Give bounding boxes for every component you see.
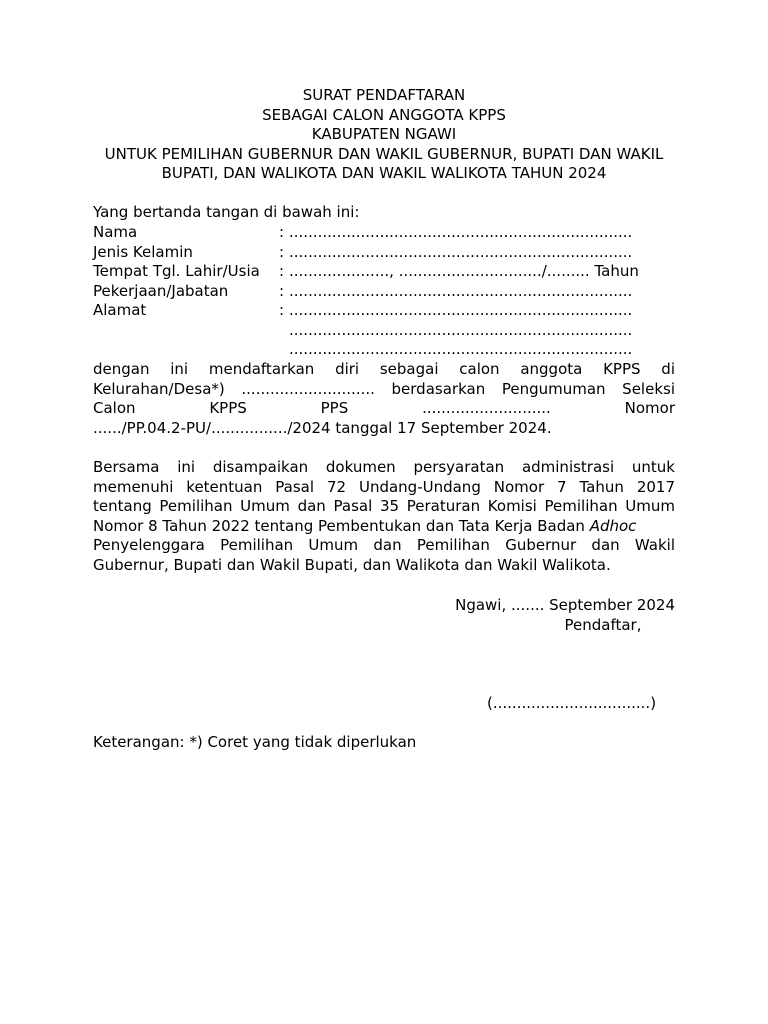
field-row-jenis-kelamin	[93, 243, 675, 263]
address-continuation-line: ........................................................................	[289, 320, 633, 339]
paragraph-line: tentang Pemilihan Umum dan Pasal 35 Peraturan Komisi Pemilihan Umum	[93, 497, 675, 515]
title-line-2: SEBAGAI CALON ANGGOTA KPPS	[262, 105, 506, 124]
field-label: Tempat Tgl. Lahir/Usia	[93, 262, 260, 280]
applicant-fields	[93, 223, 675, 360]
paragraph-line: Penyelenggara Pemilihan Umum dan Pemilihan Gubernur dan Wakil	[93, 536, 675, 554]
title-line-4: UNTUK PEMILIHAN GUBERNUR DAN WAKIL GUBERNUR, BUPATI DAN WAKIL	[104, 144, 664, 163]
paragraph-line: memenuhi ketentuan Pasal 72 Undang-Undang Nomor 7 Tahun 2017	[93, 477, 675, 496]
field-value-blank: ........................................................................	[289, 281, 633, 300]
document-title	[93, 86, 675, 184]
field-value-blank: ........................................................................	[289, 223, 633, 241]
intro-text: Yang bertanda tangan di bawah ini:	[93, 203, 360, 221]
paragraph-line: Kelurahan/Desa*) ............................ berdasarkan Pengumuman Seleksi	[93, 379, 675, 398]
paragraph-line: dengan ini mendaftarkan diri sebagai calon anggota KPPS di	[93, 360, 675, 378]
field-label: Jenis Kelamin	[93, 242, 193, 261]
title-line-1: SURAT PENDAFTARAN	[302, 86, 466, 104]
field-row-tempat-tgl-lahir	[93, 262, 675, 282]
footnote: Keterangan: *) Coret yang tidak diperlukan	[93, 733, 417, 751]
field-colon: :	[279, 301, 285, 319]
registration-paragraph	[93, 360, 675, 438]
address-continuation-line: ........................................................................	[289, 340, 633, 358]
field-colon: :	[279, 242, 285, 261]
title-line-3: KABUPATEN NGAWI	[311, 125, 457, 143]
paragraph-line: Bersama ini disampaikan dokumen persyaratan administrasi untuk	[93, 458, 675, 476]
field-colon: :	[279, 262, 285, 280]
signature-name-placeholder: (.................................)	[487, 694, 657, 712]
field-value-blank: ........................................................................	[289, 242, 633, 261]
field-label: Alamat	[93, 301, 147, 319]
signature-place-date: Ngawi, ....... September 2024	[455, 596, 675, 614]
field-row-pekerjaan	[93, 282, 675, 302]
paragraph-text: Nomor 8 Tahun 2022 tentang Pembentukan dan Tata Kerja Badan	[93, 516, 585, 535]
field-value-blank: ........................................................................	[289, 301, 633, 319]
field-row-nama	[93, 223, 675, 243]
paragraph-line: Gubernur, Bupati dan Wakil Bupati, dan Walikota dan Wakil Walikota.	[93, 555, 611, 574]
paragraph-line: ....../PP.04.2-PU/................/2024 tanggal 17 September 2024.	[93, 418, 552, 437]
field-value-blank: ....................., ............................../......... Tahun	[289, 262, 639, 280]
field-row-alamat	[93, 301, 675, 321]
field-colon: :	[279, 223, 285, 241]
signature-role: Pendaftar,	[564, 616, 642, 634]
field-label: Pekerjaan/Jabatan	[93, 281, 229, 300]
title-line-5: BUPATI, DAN WALIKOTA DAN WAKIL WALIKOTA TAHUN 2024	[161, 164, 607, 182]
requirements-paragraph	[93, 458, 675, 575]
paragraph-line: Calon KPPS PPS ........................... Nomor	[93, 399, 675, 417]
italic-term: Adhoc	[589, 516, 637, 535]
field-colon: :	[279, 281, 285, 300]
paragraph-line-mixed	[93, 517, 675, 537]
field-label: Nama	[93, 223, 138, 241]
